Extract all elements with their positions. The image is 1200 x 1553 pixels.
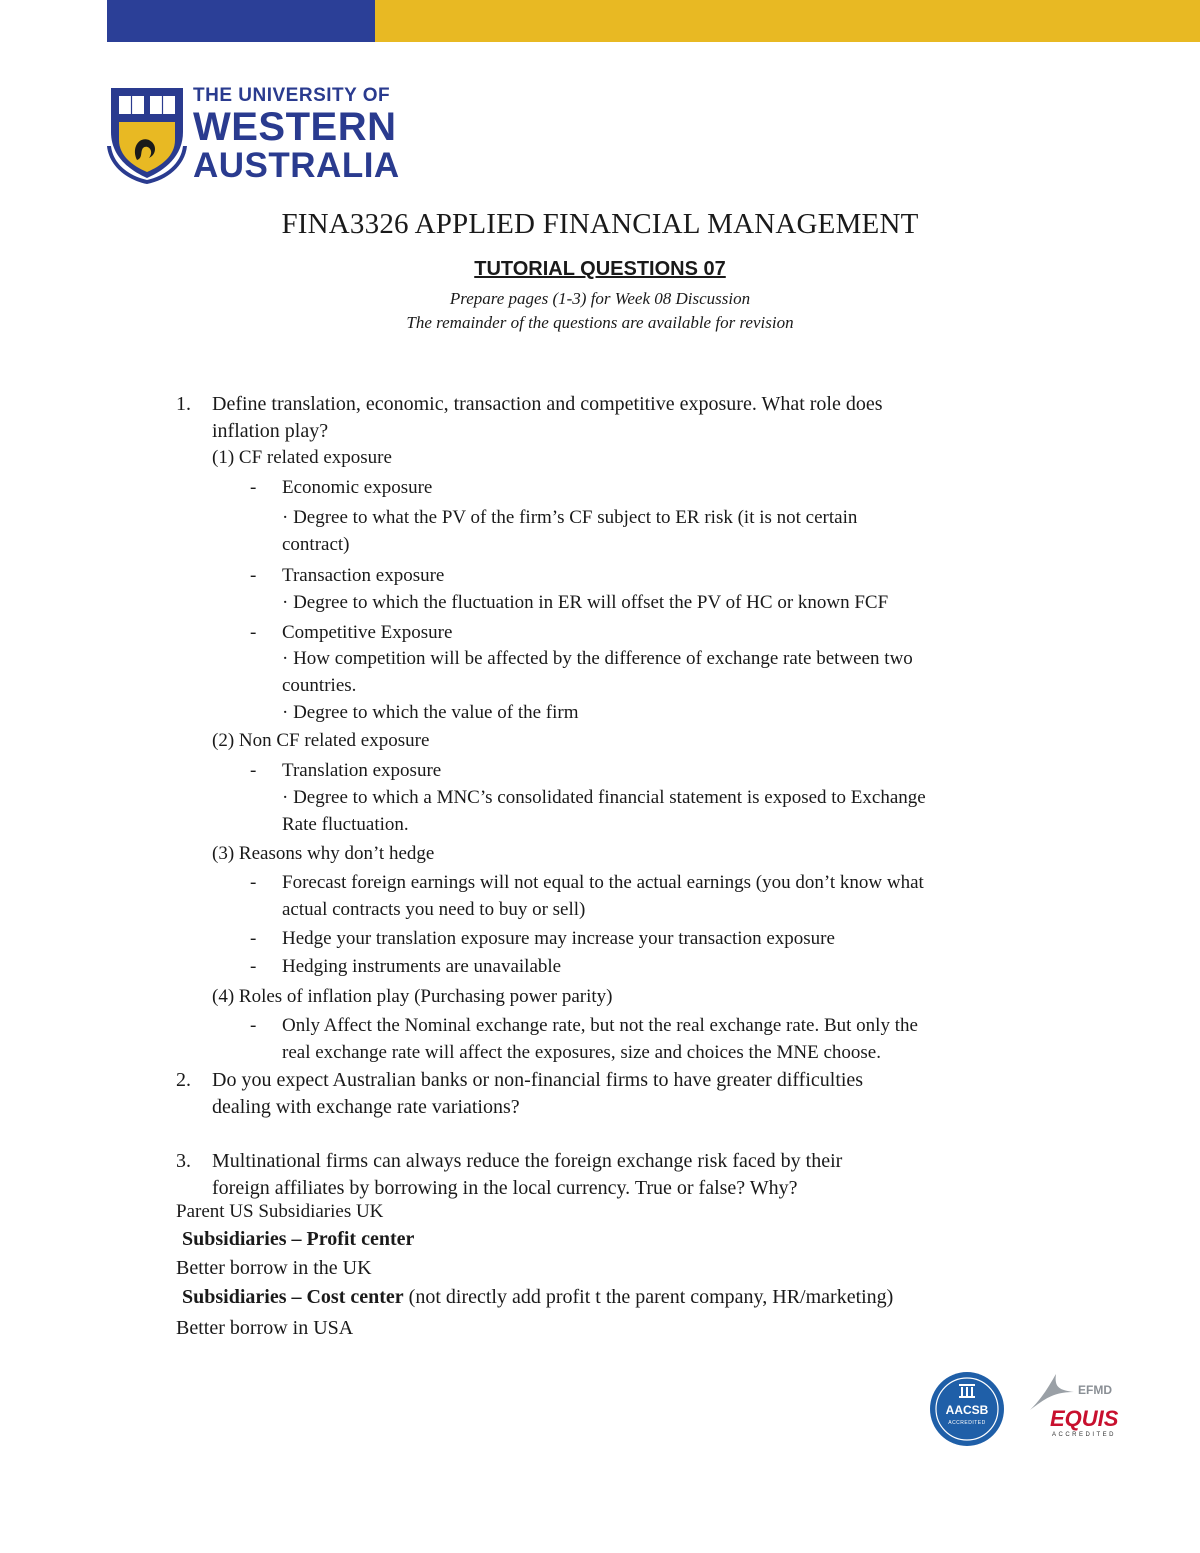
- accreditation-logos: [928, 1368, 1128, 1450]
- list-item: Hedging instruments are unavailable: [282, 956, 562, 977]
- section-heading: (1) CF related exposure: [212, 447, 392, 468]
- list-item: Competitive Exposure: [282, 622, 453, 643]
- university-name-line2: WESTERN: [193, 105, 397, 149]
- list-bullet: -: [250, 565, 257, 586]
- question-text: Do you expect Australian banks or non-financial firms to have greater difficulties: [212, 1069, 864, 1091]
- list-bullet: -: [250, 477, 257, 498]
- list-bullet: -: [250, 956, 257, 977]
- efmd-label: EFMD: [1078, 1383, 1112, 1397]
- list-bullet: -: [250, 760, 257, 781]
- question-text: Define translation, economic, transaction and competitive exposure. What role does: [212, 393, 883, 415]
- question-text: foreign affiliates by borrowing in the local currency. True or false? Why?: [212, 1177, 798, 1199]
- aacsb-sublabel: ACCREDITED: [948, 1420, 986, 1426]
- equis-label: EQUIS: [1050, 1406, 1119, 1431]
- question-number: 3.: [176, 1150, 191, 1172]
- list-item: real exchange rate will affect the exposures, size and choices the MNE choose.: [282, 1042, 881, 1063]
- list-detail: · Degree to which the value of the firm: [282, 702, 579, 723]
- list-bullet: -: [250, 622, 257, 643]
- list-detail: · Degree to which a MNC’s consolidated financial statement is exposed to Exchange: [282, 787, 926, 808]
- equis-sublabel: ACCREDITED: [1052, 1432, 1117, 1438]
- university-crest-icon: [105, 84, 189, 184]
- section-heading: (2) Non CF related exposure: [212, 730, 430, 751]
- list-bullet: -: [250, 872, 257, 893]
- list-detail: countries.: [282, 675, 357, 696]
- document-title: FINA3326 APPLIED FINANCIAL MANAGEMENT: [281, 208, 919, 240]
- list-detail: Rate fluctuation.: [282, 814, 409, 835]
- question-number: 1.: [176, 393, 191, 415]
- document-subtitle: TUTORIAL QUESTIONS 07: [474, 258, 726, 280]
- university-logo: [105, 84, 405, 184]
- answer-text: Better borrow in USA: [176, 1317, 354, 1339]
- question-text: inflation play?: [212, 420, 329, 442]
- list-item: Transaction exposure: [282, 565, 445, 586]
- list-bullet: -: [250, 1015, 257, 1036]
- question-text: Multinational firms can always reduce the foreign exchange risk faced by their: [212, 1150, 843, 1172]
- question-number: 2.: [176, 1069, 191, 1091]
- answer-heading: Subsidiaries – Profit center: [182, 1228, 415, 1250]
- list-item: Forecast foreign earnings will not equal to the actual earnings (you don’t know what: [282, 872, 924, 893]
- list-item: Only Affect the Nominal exchange rate, but not the real exchange rate. But only the: [282, 1015, 918, 1036]
- section-heading: (4) Roles of inflation play (Purchasing power parity): [212, 986, 613, 1007]
- answer-line: [182, 1284, 893, 1311]
- list-detail: · Degree to what the PV of the firm’s CF subject to ER risk (it is not certain: [282, 507, 858, 528]
- instruction-note-1: Prepare pages (1-3) for Week 08 Discussion: [449, 289, 751, 308]
- header-bar-blue: [107, 0, 375, 42]
- list-item: Economic exposure: [282, 477, 433, 498]
- answer-text: Better borrow in the UK: [176, 1257, 372, 1279]
- answer-text: Parent US Subsidiaries UK: [176, 1201, 384, 1222]
- university-name-line3: AUSTRALIA: [193, 146, 400, 185]
- answer-text: (not directly add profit t the parent company, HR/marketing): [403, 1286, 894, 1308]
- list-detail: · Degree to which the fluctuation in ER will offset the PV of HC or known FCF: [282, 592, 889, 613]
- question-text: dealing with exchange rate variations?: [212, 1096, 520, 1118]
- aacsb-label: AACSB: [945, 1403, 989, 1417]
- list-bullet: -: [250, 928, 257, 949]
- list-detail: · How competition will be affected by the difference of exchange rate between two: [282, 648, 913, 669]
- header-bar-gold: [375, 0, 1200, 42]
- list-item: Hedge your translation exposure may increase your transaction exposure: [282, 928, 835, 949]
- university-name-line1: THE UNIVERSITY OF: [193, 85, 391, 106]
- list-item: Translation exposure: [282, 760, 442, 781]
- answer-heading: Subsidiaries – Cost center: [182, 1286, 404, 1308]
- instruction-note-2: The remainder of the questions are available for revision: [406, 313, 794, 332]
- section-heading: (3) Reasons why don’t hedge: [212, 843, 435, 864]
- list-detail: contract): [282, 534, 350, 555]
- list-item: actual contracts you need to buy or sell): [282, 899, 586, 920]
- university-name: [193, 86, 400, 183]
